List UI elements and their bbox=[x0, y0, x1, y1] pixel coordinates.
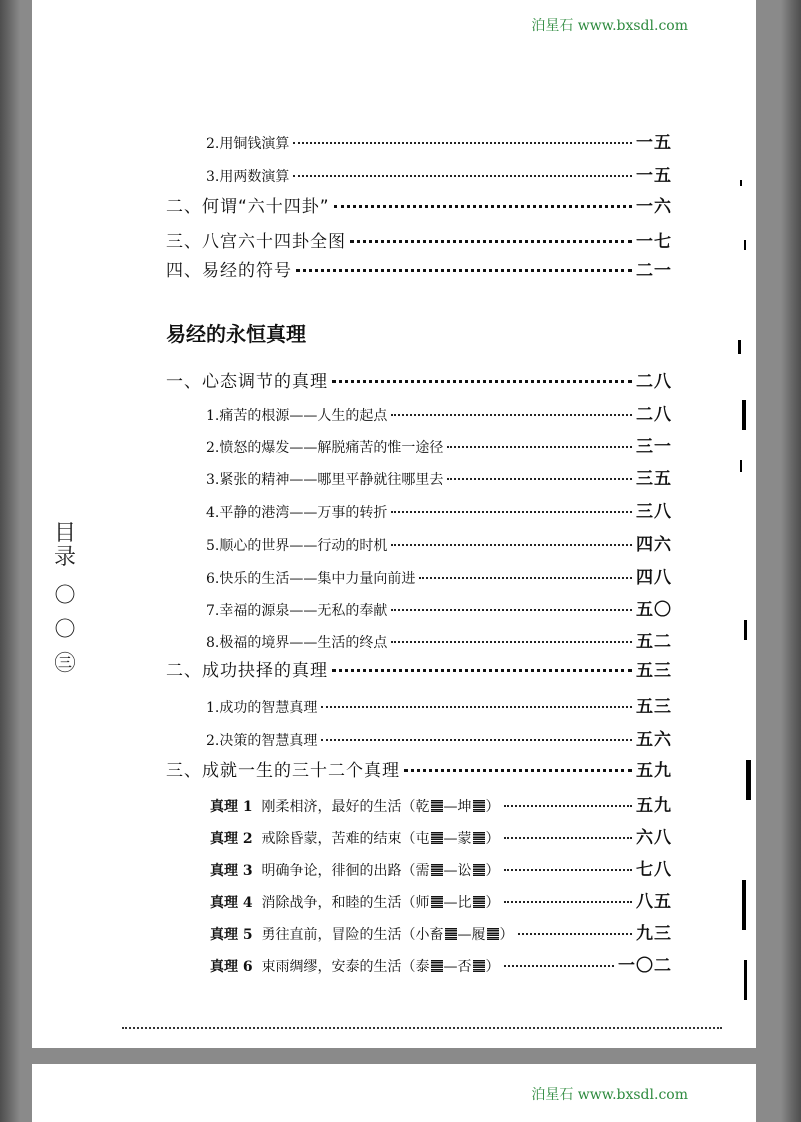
bottom-rule bbox=[122, 1027, 722, 1030]
toc-entry-label: 二、成功抉择的真理 bbox=[166, 661, 328, 681]
toc-entry-label bbox=[210, 860, 500, 880]
dot-leader bbox=[332, 380, 632, 383]
truth-text: 束雨绸缪，安泰的生活（泰 bbox=[261, 959, 430, 975]
toc-entry-page: 三五 bbox=[636, 469, 672, 489]
hexagram-icon bbox=[431, 896, 443, 908]
toc-entry-label: 三、八宫六十四卦全图 bbox=[166, 232, 346, 252]
truth-text: ） bbox=[485, 959, 500, 975]
hexagram-icon bbox=[431, 864, 443, 876]
truth-number: 真理 1 bbox=[210, 799, 253, 815]
toc-entry bbox=[206, 563, 672, 588]
toc-entry-page: 四六 bbox=[636, 535, 672, 555]
speck bbox=[742, 400, 746, 430]
toc-entry-label: 8.极福的境界——生活的终点 bbox=[206, 635, 388, 651]
speck bbox=[744, 620, 747, 640]
page-number-mark: 〇 bbox=[54, 617, 76, 641]
toc-entry bbox=[206, 464, 672, 489]
toc-entry-page: 一五 bbox=[636, 133, 672, 153]
toc-entry-label: 三、成就一生的三十二个真理 bbox=[166, 761, 400, 781]
toc-entry-page: 五六 bbox=[636, 730, 672, 750]
toc-entry-label: 6.快乐的生活——集中力量向前进 bbox=[206, 571, 416, 587]
dot-leader bbox=[404, 769, 632, 772]
toc-entry bbox=[210, 855, 672, 880]
dot-leader bbox=[296, 269, 632, 272]
side-label bbox=[50, 522, 80, 680]
truth-text: ） bbox=[485, 863, 500, 879]
truth-text: 消除战争，和睦的生活（师 bbox=[261, 895, 430, 911]
toc-entry-page: 五二 bbox=[636, 632, 672, 652]
toc-entry-label: 四、易经的符号 bbox=[166, 261, 292, 281]
toc-entry bbox=[206, 400, 672, 425]
toc-entry-label: 一、心态调节的真理 bbox=[166, 372, 328, 392]
truth-number: 真理 4 bbox=[210, 895, 253, 911]
truth-number: 真理 2 bbox=[210, 831, 253, 847]
hexagram-icon bbox=[431, 800, 443, 812]
toc-entry-label bbox=[210, 924, 514, 944]
dot-leader bbox=[391, 609, 632, 611]
page bbox=[32, 0, 756, 1048]
truth-text: 戒除昏蒙，苦难的结束（屯 bbox=[261, 831, 430, 847]
toc-entry bbox=[166, 227, 672, 252]
toc-entry-page: 五九 bbox=[636, 796, 672, 816]
toc-entry-label bbox=[210, 828, 500, 848]
toc-entry bbox=[206, 161, 672, 186]
hexagram-icon bbox=[473, 800, 485, 812]
toc-entry bbox=[206, 128, 672, 153]
toc-entry-label: 1.痛苦的根源——人生的起点 bbox=[206, 408, 388, 424]
page-number-mark: 〇 bbox=[54, 583, 76, 607]
toc-entry bbox=[206, 432, 672, 457]
hexagram-icon bbox=[473, 960, 485, 972]
dot-leader bbox=[504, 901, 632, 903]
toc-entry bbox=[166, 656, 672, 681]
toc-entry-label bbox=[210, 956, 500, 976]
dot-leader bbox=[518, 933, 632, 935]
toc-entry-label bbox=[210, 796, 500, 816]
watermark: 泊星石 www.bxsdl.com bbox=[531, 1087, 688, 1103]
dot-leader bbox=[391, 641, 632, 643]
dot-leader bbox=[332, 669, 632, 672]
dot-leader bbox=[321, 706, 632, 708]
toc-entry-page: 六八 bbox=[636, 828, 672, 848]
toc-entry-page: 一五 bbox=[636, 166, 672, 186]
toc-entry-page: 二八 bbox=[636, 405, 672, 425]
watermark: 泊星石 www.bxsdl.com bbox=[531, 18, 688, 34]
dot-leader bbox=[504, 965, 614, 967]
truth-text: ） bbox=[485, 895, 500, 911]
toc-entry-page: 三八 bbox=[636, 502, 672, 522]
side-label-text: 目 bbox=[53, 521, 76, 546]
hexagram-icon bbox=[473, 864, 485, 876]
dot-leader bbox=[419, 577, 632, 579]
hexagram-icon bbox=[431, 960, 443, 972]
toc-entry bbox=[210, 791, 672, 816]
speck bbox=[738, 340, 741, 354]
toc-entry-label: 3.用两数演算 bbox=[206, 169, 290, 185]
truth-text: —否 bbox=[443, 959, 472, 975]
truth-number: 真理 6 bbox=[210, 959, 253, 975]
toc-entry-page: 七八 bbox=[636, 860, 672, 880]
dot-leader bbox=[350, 240, 632, 243]
toc-entry bbox=[206, 692, 672, 717]
dot-leader bbox=[447, 446, 632, 448]
truth-text: —蒙 bbox=[443, 831, 472, 847]
speck bbox=[746, 760, 751, 800]
truth-text: ） bbox=[499, 927, 514, 943]
toc-entry-page: 五九 bbox=[636, 761, 672, 781]
dot-leader bbox=[504, 805, 632, 807]
toc-entry bbox=[166, 256, 672, 281]
toc-entry bbox=[210, 887, 672, 912]
truth-text: ） bbox=[485, 799, 500, 815]
dot-leader bbox=[447, 478, 632, 480]
toc-entry-label: 3.紧张的精神——哪里平静就往哪里去 bbox=[206, 472, 444, 488]
speck bbox=[740, 460, 742, 472]
speck bbox=[740, 180, 742, 186]
page bbox=[32, 1064, 756, 1122]
dot-leader bbox=[504, 869, 632, 871]
speck bbox=[744, 960, 747, 1000]
truth-text: —履 bbox=[457, 927, 486, 943]
toc-entry-page: 八五 bbox=[636, 892, 672, 912]
toc-entry-label: 2.愤怒的爆发——解脱痛苦的惟一途径 bbox=[206, 440, 444, 456]
truth-text: ） bbox=[485, 831, 500, 847]
truth-text: 刚柔相济，最好的生活（乾 bbox=[261, 799, 430, 815]
toc-entry-label bbox=[210, 892, 500, 912]
truth-text: —讼 bbox=[443, 863, 472, 879]
toc-entry-page: 三一 bbox=[636, 437, 672, 457]
truth-number: 真理 3 bbox=[210, 863, 253, 879]
toc-entry-page: 四八 bbox=[636, 568, 672, 588]
speck bbox=[744, 240, 746, 250]
truth-text: —坤 bbox=[443, 799, 472, 815]
toc-entry-label: 二、何谓“六十四卦” bbox=[166, 197, 330, 217]
toc-entry-label: 5.顺心的世界——行动的时机 bbox=[206, 538, 388, 554]
dot-leader bbox=[391, 511, 632, 513]
truth-text: 勇往直前，冒险的生活（小畜 bbox=[261, 927, 444, 943]
toc-entry-page: 五〇 bbox=[636, 600, 672, 620]
truth-number: 真理 5 bbox=[210, 927, 253, 943]
toc-entry-label: 7.幸福的源泉——无私的奉献 bbox=[206, 603, 388, 619]
dot-leader bbox=[391, 414, 632, 416]
toc-entry bbox=[206, 725, 672, 750]
toc-entry-page: 五三 bbox=[636, 697, 672, 717]
hexagram-icon bbox=[431, 832, 443, 844]
dot-leader bbox=[321, 739, 632, 741]
toc-entry-label: 2.决策的智慧真理 bbox=[206, 733, 318, 749]
dot-leader bbox=[293, 142, 632, 144]
toc-entry bbox=[206, 627, 672, 652]
toc-entry-page: 一六 bbox=[636, 197, 672, 217]
toc-entry-label: 4.平静的港湾——万事的转折 bbox=[206, 505, 388, 521]
toc-entry bbox=[206, 497, 672, 522]
hexagram-icon bbox=[473, 832, 485, 844]
dot-leader bbox=[504, 837, 632, 839]
scan-edge-specks bbox=[730, 160, 756, 1030]
toc-entry bbox=[206, 530, 672, 555]
hexagram-icon bbox=[445, 928, 457, 940]
toc-entry bbox=[210, 823, 672, 848]
truth-text: 明确争论，徘徊的出路（需 bbox=[261, 863, 430, 879]
speck bbox=[742, 880, 746, 930]
toc-entry-label: 2.用铜钱演算 bbox=[206, 136, 290, 152]
toc-entry bbox=[210, 919, 672, 944]
toc-entry-page: 二一 bbox=[636, 261, 672, 281]
toc-entry-label: 1.成功的智慧真理 bbox=[206, 700, 318, 716]
truth-text: —比 bbox=[443, 895, 472, 911]
hexagram-icon bbox=[487, 928, 499, 940]
toc-entry bbox=[166, 192, 672, 217]
toc-entry-page: 九三 bbox=[636, 924, 672, 944]
toc-entry bbox=[166, 367, 672, 392]
toc-entry bbox=[166, 756, 672, 781]
toc-entry-page: 五三 bbox=[636, 661, 672, 681]
page-number-mark: ㊂ bbox=[54, 651, 76, 675]
dot-leader bbox=[391, 544, 632, 546]
hexagram-icon bbox=[473, 896, 485, 908]
dot-leader bbox=[293, 175, 632, 177]
toc-entry bbox=[206, 595, 672, 620]
side-label-text: 录 bbox=[53, 545, 76, 570]
dot-leader bbox=[334, 205, 632, 208]
toc-entry-page: 二八 bbox=[636, 372, 672, 392]
toc-entry-page: 一〇二 bbox=[618, 956, 672, 976]
toc-entry-page: 一七 bbox=[636, 232, 672, 252]
toc-entry bbox=[210, 951, 672, 976]
section-title: 易经的永恒真理 bbox=[166, 322, 306, 346]
